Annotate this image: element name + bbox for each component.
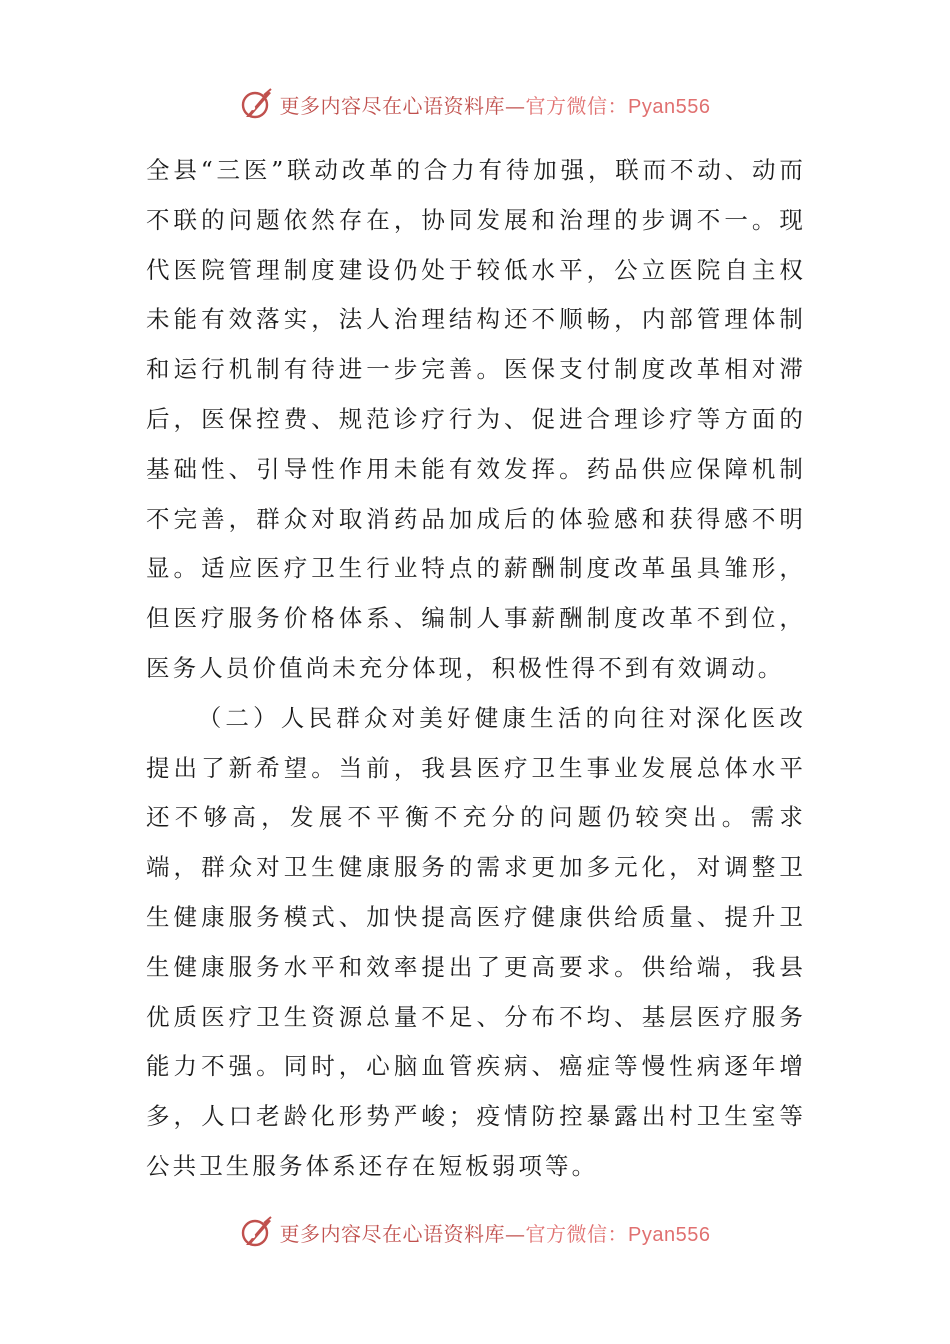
watermark-wechat-label: 官方微信： (525, 93, 629, 118)
document-body (146, 146, 806, 1192)
body-paragraph-2: （二）人民群众对美好健康生活的向往对深化医改提出了新希望。当前，我县医疗卫生事业发展总体水平还不够高，发展不平衡不充分的问题仍较突出。需求端，群众对卫生健康服务的需求更加多元化，对调整卫生健康服务模式、加快提高医疗健康供给质量、提升卫生健康服务水平和效率提出了更高要求。供给端，我县优质医疗卫生资源总量不足、分布不均、基层医疗服务能力不强。同时，心脑血管疾病、癌症等慢性病逐年增多，人口老龄化形势严峻；疫情防控暴露出村卫生室等公共卫生服务体系还存在短板弱项等。 (146, 703, 806, 1180)
quill-logo-icon (240, 87, 274, 121)
watermark-separator: — (505, 93, 526, 118)
quill-logo-icon (240, 1215, 274, 1249)
watermark-separator: — (505, 1221, 526, 1246)
watermark-wechat-label: 官方微信： (525, 1221, 629, 1246)
watermark-wechat-id: Pyan556 (628, 1223, 711, 1246)
body-paragraph-1: 全县“三医”联动改革的合力有待加强，联而不动、动而不联的问题依然存在，协同发展和治理的步调不一。现代医院管理制度建设仍处于较低水平，公立医院自主权未能有效落实，法人治理结构还不顺畅，内部管理体制和运行机制有待进一步完善。医保支付制度改革相对滞后，医保控费、规范诊疗行为、促进合理诊疗等方面的基础性、引导性作用未能有效发挥。药品供应保障机制不完善，群众对取消药品加成后的体验感和获得感不明显。适应医疗卫生行业特点的薪酬制度改革虽具雏形，但医疗服务价格体系、编制人事薪酬制度改革不到位，医务人员价值尚未充分体现，积极性得不到有效调动。 (146, 156, 806, 682)
watermark-prefix: 更多内容尽在心语资料库 (279, 1221, 506, 1246)
footer-watermark (0, 1212, 950, 1252)
watermark-wechat-id: Pyan556 (628, 95, 711, 118)
watermark-prefix: 更多内容尽在心语资料库 (279, 93, 506, 118)
watermark-text (280, 1218, 711, 1247)
header-watermark (0, 84, 950, 124)
watermark-text (280, 90, 711, 119)
